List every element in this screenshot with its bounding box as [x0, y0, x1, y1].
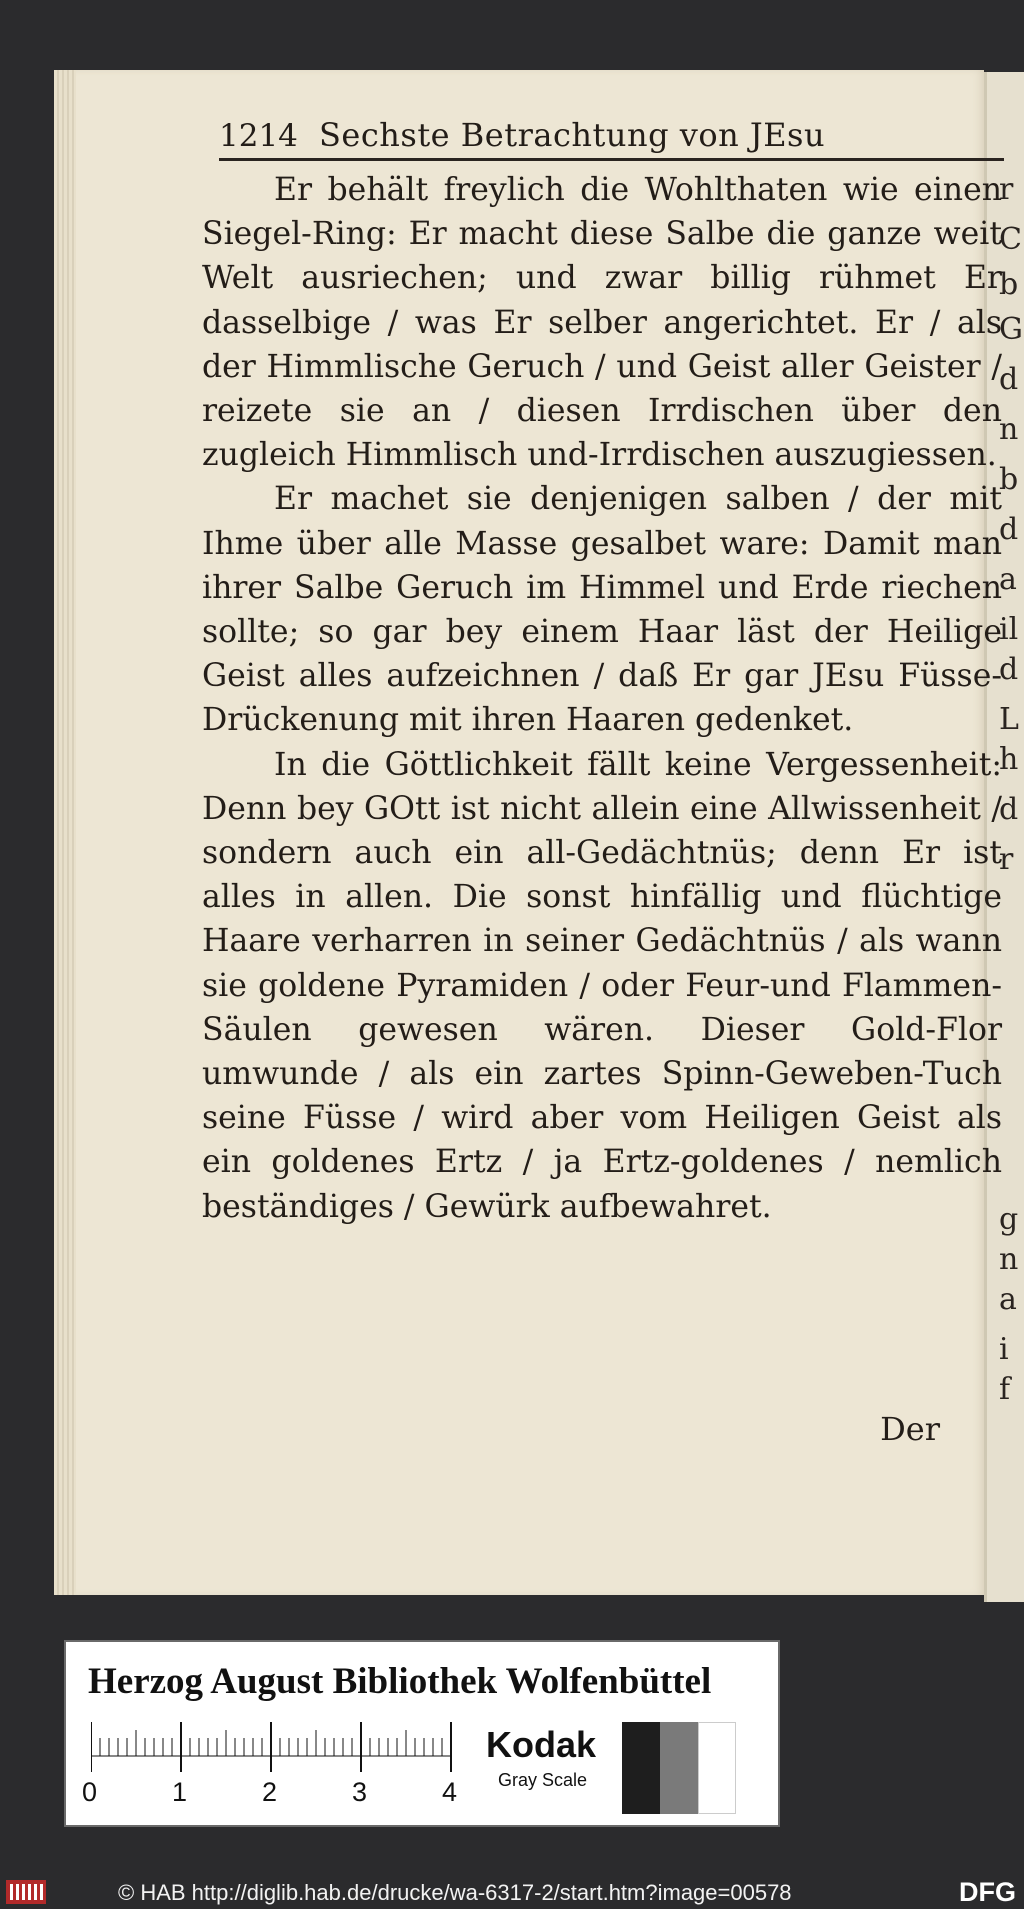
paragraph-1: Er behält freylich die Wohlthaten wie einen Siegel-Ring: Er macht diese Salbe die ganze weit Welt ausriechen; und zwar billig rühmet Er dasselbige / was Er selber angerichtet. Er / als der Himmlische Geruch / und Geist aller Geister / reizete sie an / diesen Irrdischen über den zugleich Himmlisch und-Irrdischen auszugiessen.	[202, 172, 1002, 474]
next-page-fragment: n	[999, 412, 1019, 447]
next-page-fragment: d	[999, 362, 1019, 397]
ruler	[91, 1722, 461, 1772]
next-page-fragment: b	[999, 267, 1019, 302]
next-page-fragment: i	[999, 1332, 1009, 1367]
paragraph-2: Er machet sie denjenigen salben / der mit Ihme über alle Masse gesalbet ware: Damit man ihrer Salbe Geruch im Himmel und Erde riechen sollte; so gar bey einem Haar läst der Heilige Geist alles aufzeichnen / daß Er gar JEsu Füsse-Drückenung mit ihren Haaren gedenket.	[202, 481, 1002, 739]
dfg-logo: DFG	[959, 1877, 1016, 1907]
next-page-fragment: d	[999, 792, 1019, 827]
ruler-number-2: 2	[262, 1777, 278, 1807]
next-page-fragment: h	[999, 742, 1019, 777]
next-page-fragment: L	[999, 702, 1019, 737]
gray-swatch-mid	[660, 1722, 698, 1814]
next-page-fragment: f	[999, 1372, 1011, 1407]
ruler-number-4: 4	[442, 1777, 458, 1807]
page-number: 1214	[219, 118, 298, 154]
footer-bar	[0, 1875, 1024, 1909]
next-page-fragment: r	[999, 842, 1014, 877]
book-page	[54, 70, 1002, 1595]
next-page-fragment: d	[999, 652, 1019, 687]
body-text	[202, 168, 1002, 1229]
kodak-label: Kodak	[486, 1724, 597, 1765]
next-page-fragment: b	[999, 462, 1019, 497]
gray-swatch-light	[698, 1722, 736, 1814]
next-page-fragment: a	[999, 1282, 1017, 1317]
gray-swatch-dark	[622, 1722, 660, 1814]
paragraph-3: In die Göttlichkeit fällt keine Vergessenheit: Denn bey GOtt ist nicht allein eine Allwissenheit / sondern auch ein all-Gedächtnüs; denn Er ist alles in allen. Die sonst hinfällig und flüchtige Haare verharren in seiner Gedächtnüs / als wann sie goldene Pyramiden / oder Feur-und Flammen-Säulen gewesen wären. Dieser Gold-Flor umwunde / als ein zartes Spinn-Geweben-Tuch seine Füsse / wird aber vom Heiligen Geist als ein goldenes Ertz / ja Ertz-goldenes / nemlich beständiges / Gewürk aufbewahret.	[202, 746, 1002, 1225]
catchword: Der	[880, 1410, 940, 1448]
next-page-fragment: n	[999, 1242, 1019, 1277]
next-page-fragment: il	[999, 612, 1019, 647]
running-header	[219, 114, 1004, 161]
next-page-fragment: g	[999, 1202, 1019, 1237]
hab-logo-icon	[6, 1880, 46, 1904]
page-edge-stripes	[54, 70, 76, 1595]
next-page-fragment: G	[999, 312, 1023, 347]
running-title: Sechste Betrachtung von JEsu	[319, 116, 826, 154]
ruler-number-1: 1	[172, 1777, 188, 1807]
next-page-fragment: r	[999, 172, 1014, 207]
library-name: Herzog August Bibliothek Wolfenbüttel	[88, 1661, 712, 1702]
source-url[interactable]: © HAB http://diglib.hab.de/drucke/wa-6317-2/start.htm?image=00578	[118, 1880, 792, 1905]
next-page-fragment: a	[999, 562, 1017, 597]
ruler-number-0: 0	[82, 1777, 98, 1807]
next-page-fragment: d	[999, 512, 1019, 547]
ruler-number-3: 3	[352, 1777, 368, 1807]
scale-bar	[64, 1640, 780, 1827]
gray-scale-label: Gray Scale	[498, 1770, 588, 1790]
next-page-fragment: C	[999, 222, 1022, 257]
